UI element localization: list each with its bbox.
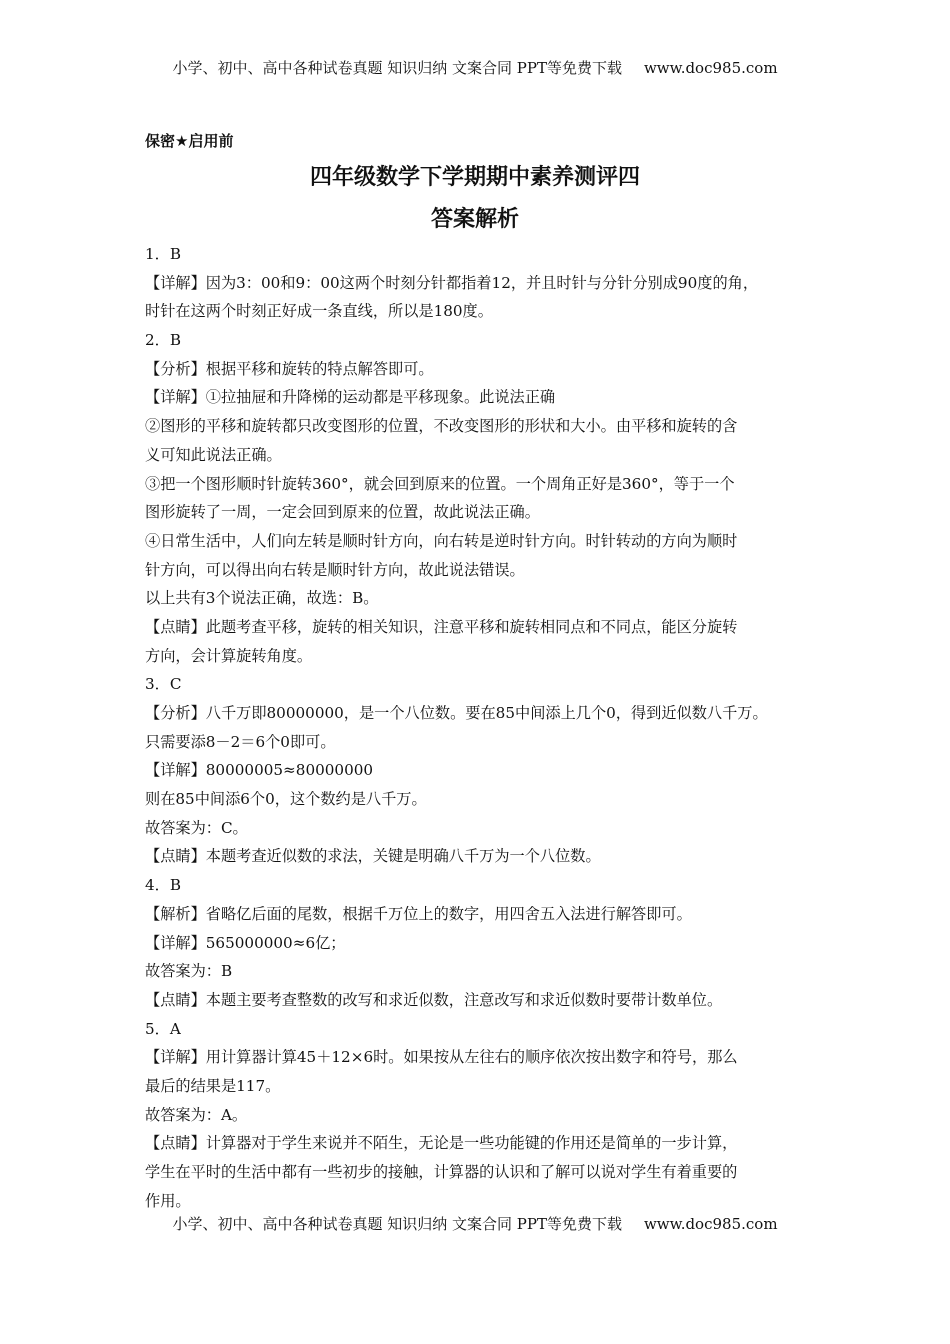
text-line: 2．B — [145, 331, 182, 350]
text-line: ④日常生活中，人们向左转是顺时针方向，向右转是逆时针方向。时针转动的方向为顺时 — [145, 531, 738, 550]
text-line: 方向，会计算旋转角度。 — [145, 646, 313, 665]
text-line: 3．C — [145, 675, 182, 694]
text-line: 【详解】用计算器计算45＋12×6时。如果按从左往右的顺序依次按出数字和符号，那么 — [145, 1048, 738, 1067]
text-line: 【详解】①拉抽屉和升降梯的运动都是平移现象。此说法正确 — [145, 388, 556, 407]
page-header — [0, 57, 950, 78]
answer-content — [145, 240, 825, 1215]
text-line: ②图形的平移和旋转都只改变图形的位置，不改变图形的形状和大小。由平移和旋转的含 — [145, 417, 738, 436]
text-line: 作用。 — [145, 1191, 191, 1210]
text-line: 【详解】80000005≈80000000 — [145, 761, 374, 780]
text-line: 【点睛】本题主要考查整数的改写和求近似数，注意改写和求近似数时要带计数单位。 — [145, 990, 723, 1009]
header-text: 小学、初中、高中各种试卷真题 知识归纳 文案合同 PPT等免费下载 — [172, 59, 622, 77]
text-line: 针方向，可以得出向右转是顺时针方向，故此说法错误。 — [145, 560, 525, 579]
text-line: 只需要添8－2＝6个0即可。 — [145, 732, 336, 751]
document-title: 四年级数学下学期期中素养测评四 — [309, 165, 640, 190]
text-line: 最后的结果是117。 — [145, 1076, 281, 1095]
text-line: 【详解】因为3：00和9：00这两个时刻分针都指着12，并且时针与分针分别成90度的角， — [145, 273, 759, 292]
document-subtitle: 答案解析 — [430, 207, 519, 232]
text-line: 1．B — [145, 245, 182, 263]
text-line: 故答案为：A。 — [145, 1105, 248, 1124]
text-line: 4．B — [145, 876, 182, 895]
text-line: ③把一个图形顺时针旋转360°，就会回到原来的位置。一个周角正好是360°，等于一个 — [145, 474, 735, 493]
text-line: 故答案为：B — [145, 962, 233, 981]
text-line: 则在85中间添6个0，这个数约是八千万。 — [145, 790, 427, 809]
text-line: 【点睛】此题考查平移，旋转的相关知识，注意平移和旋转相同点和不同点，能区分旋转 — [145, 617, 738, 636]
page-footer — [0, 1213, 950, 1234]
text-line: 学生在平时的生活中都有一些初步的接触，计算器的认识和了解可以说对学生有着重要的 — [145, 1163, 738, 1181]
text-line: 【分析】根据平移和旋转的特点解答即可。 — [145, 359, 434, 378]
text-line: 以上共有3个说法正确，故选：B。 — [145, 589, 379, 608]
text-line: 【点睛】本题考查近似数的求法，关键是明确八千万为一个八位数。 — [145, 847, 601, 866]
footer-site-link[interactable]: www.doc985.com — [643, 1215, 778, 1233]
text-line: 义可知此说法正确。 — [145, 445, 282, 464]
header-site-link[interactable]: www.doc985.com — [643, 59, 778, 77]
footer-text: 小学、初中、高中各种试卷真题 知识归纳 文案合同 PPT等免费下载 — [172, 1215, 622, 1233]
text-line: 故答案为：C。 — [145, 818, 248, 837]
text-line: 时针在这两个时刻正好成一条直线，所以是180度。 — [145, 302, 493, 321]
text-line: 【详解】565000000≈6亿； — [145, 933, 346, 952]
text-line: 【分析】八千万即80000000，是一个八位数。要在85中间添上几个0，得到近似数八千万。 — [145, 704, 768, 722]
confidential-label: 保密★启用前 — [145, 132, 234, 150]
text-line: 【点睛】计算器对于学生来说并不陌生，无论是一些功能键的作用还是简单的一步计算， — [145, 1134, 738, 1153]
text-line: 【解析】省略亿后面的尾数，根据千万位上的数字，用四舍五入法进行解答即可。 — [145, 904, 692, 923]
text-line: 5．A — [145, 1019, 181, 1038]
text-line: 图形旋转了一周，一定会回到原来的位置，故此说法正确。 — [145, 503, 540, 522]
